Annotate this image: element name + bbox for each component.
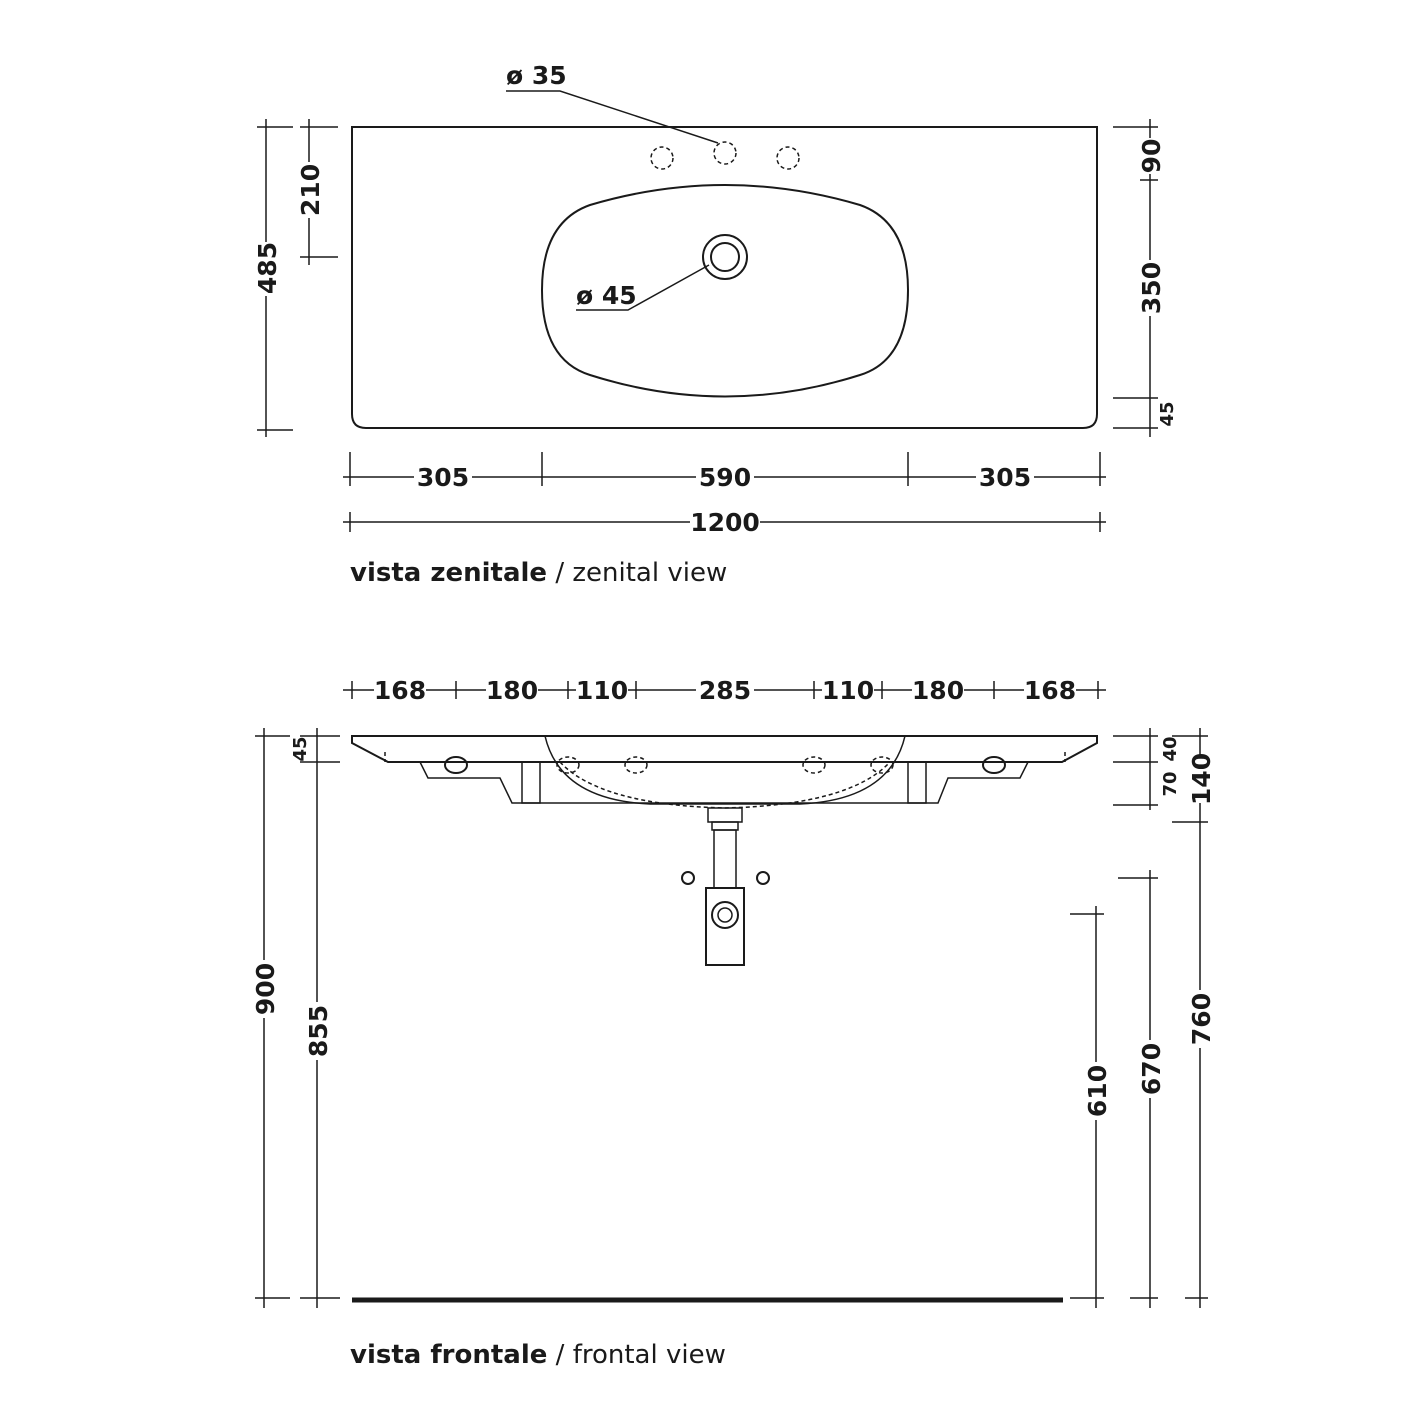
overflow-hole-right <box>983 757 1005 773</box>
frontal-caption-it: vista frontale <box>350 1340 548 1370</box>
drain-label: ø 45 <box>576 281 637 310</box>
zenital-caption-it: vista zenitale <box>350 558 548 588</box>
faucet-hole-label: ø 35 <box>506 61 567 90</box>
tap-hole-center <box>714 142 736 164</box>
dim-610: 610 <box>1083 1064 1112 1118</box>
dim-485: 485 <box>253 241 282 295</box>
dim-760: 760 <box>1187 992 1216 1046</box>
drain-inner <box>711 243 739 271</box>
zenital-left-dims <box>252 119 338 437</box>
dim-590: 590 <box>698 463 752 492</box>
wall-fixing-right <box>757 872 769 884</box>
dim-110-right: 110 <box>821 676 875 705</box>
frontal-caption-en: frontal view <box>572 1340 726 1370</box>
dim-45-left: 45 <box>290 736 311 762</box>
dim-180-right: 180 <box>911 676 965 705</box>
zenital-bottom-dims <box>343 452 1106 537</box>
frontal-view-caption <box>350 1340 726 1370</box>
frontal-caption-sep: / <box>547 1340 573 1370</box>
faucet-leader <box>506 91 718 143</box>
tap-hole-left <box>651 147 673 169</box>
dim-285: 285 <box>698 676 752 705</box>
basin-front-profile <box>352 736 1097 808</box>
dim-305-right: 305 <box>978 463 1032 492</box>
dim-900: 900 <box>251 962 280 1016</box>
drain-outer <box>703 235 747 279</box>
frontal-right-dims <box>1070 728 1216 1308</box>
dim-110-left: 110 <box>575 676 629 705</box>
dim-140: 140 <box>1187 752 1216 806</box>
dim-670: 670 <box>1137 1042 1166 1096</box>
dim-40: 40 <box>1160 736 1181 762</box>
overflow-hole-left <box>445 757 467 773</box>
dim-168-right: 168 <box>1023 676 1077 705</box>
dim-90: 90 <box>1137 138 1166 174</box>
dim-855: 855 <box>304 1004 333 1058</box>
dim-180-left: 180 <box>485 676 539 705</box>
zenital-right-dims <box>1113 119 1178 437</box>
zenital-view-caption <box>350 558 727 588</box>
zenital-caption-en: zenital view <box>572 558 728 588</box>
frontal-left-dims <box>250 728 340 1308</box>
zenital-view <box>252 61 1178 537</box>
dim-45-right: 45 <box>1157 401 1178 427</box>
dim-305-left: 305 <box>416 463 470 492</box>
frontal-top-dims <box>343 676 1106 705</box>
basin-top-outline <box>352 127 1097 428</box>
dim-350: 350 <box>1137 261 1166 315</box>
dim-210: 210 <box>296 163 325 217</box>
dim-1200: 1200 <box>690 508 760 537</box>
zenital-caption-sep: / <box>547 558 573 588</box>
dim-168-left: 168 <box>373 676 427 705</box>
wall-fixing-left <box>682 872 694 884</box>
dim-70: 70 <box>1160 771 1181 797</box>
tap-hole-right <box>777 147 799 169</box>
frontal-view <box>250 676 1216 1308</box>
siphon <box>682 808 769 965</box>
